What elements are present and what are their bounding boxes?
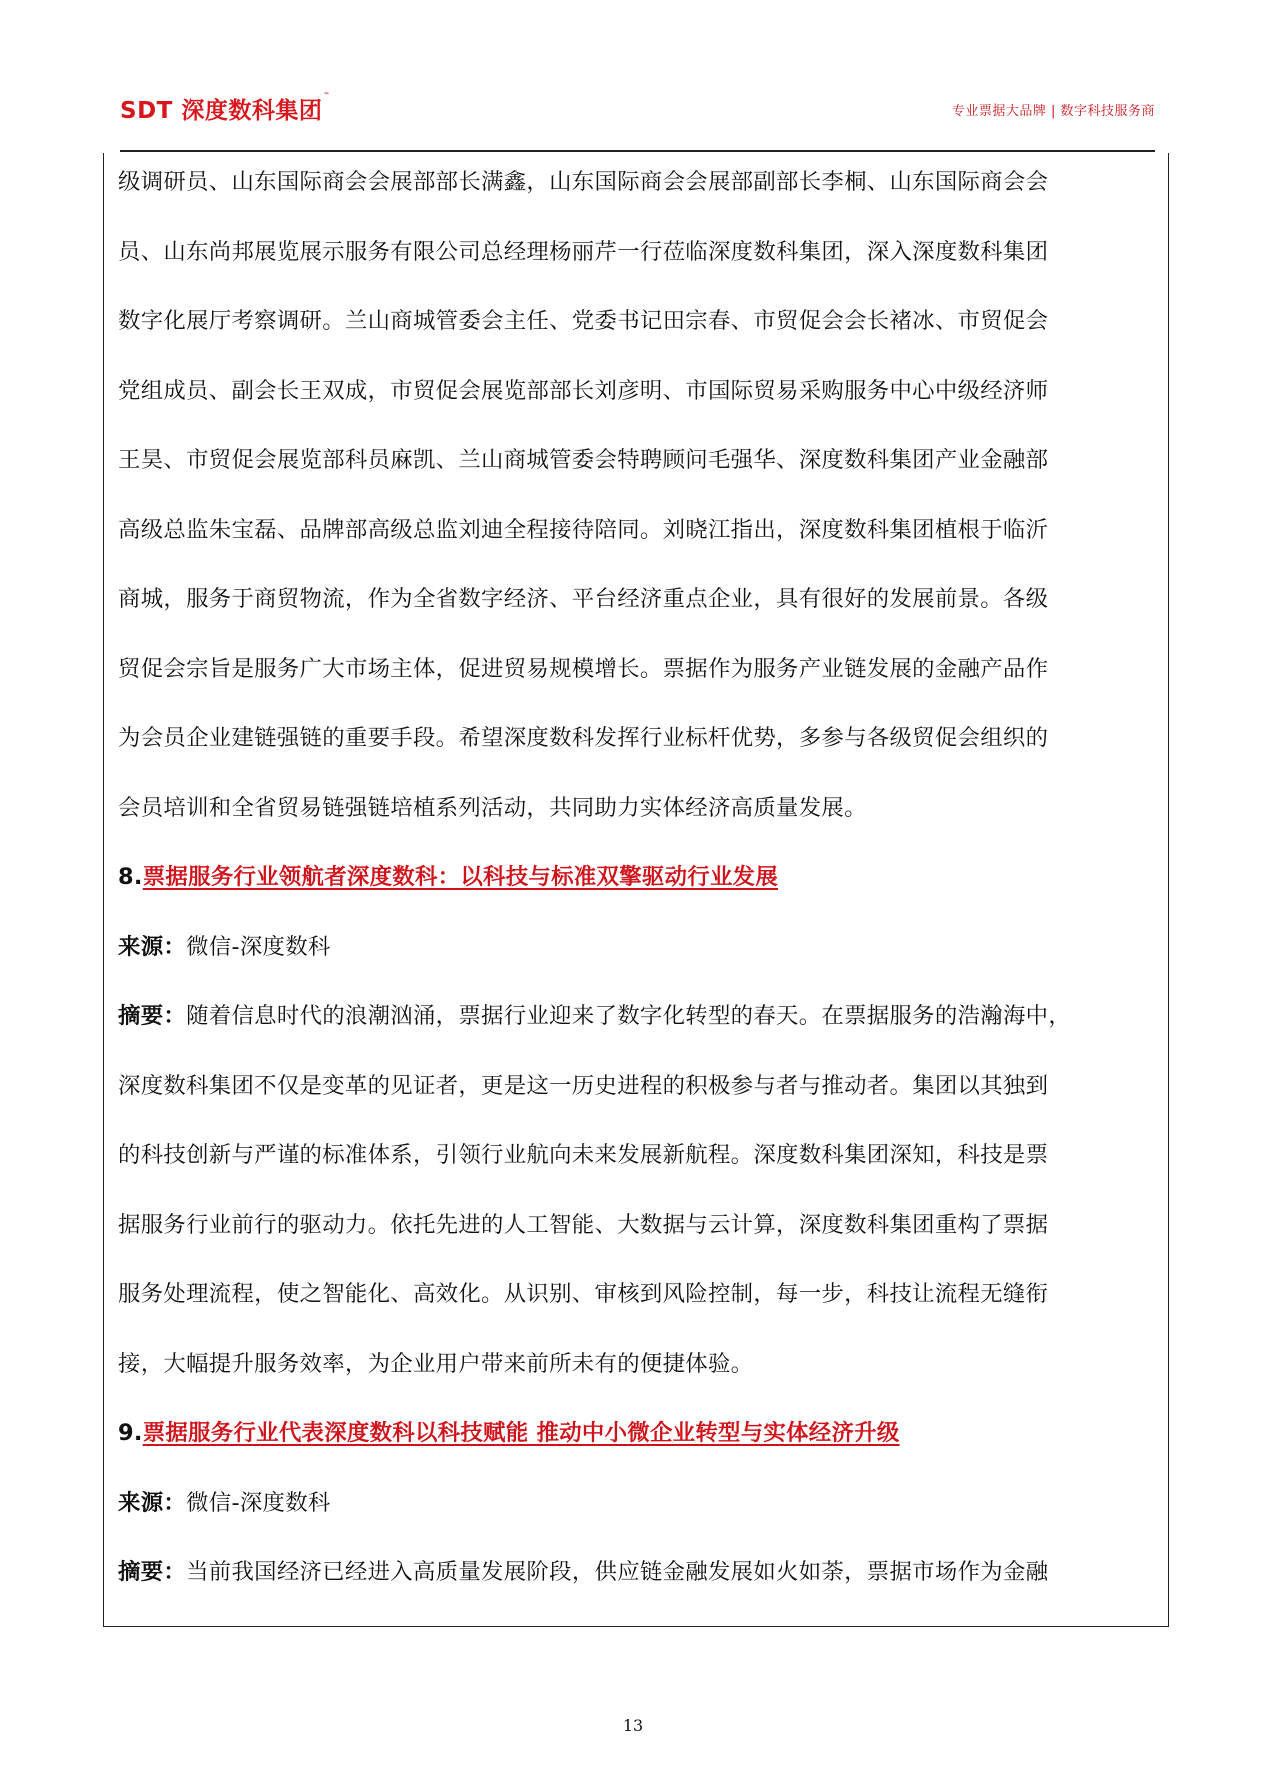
logo-text: SDT 深度数科集团 — [120, 98, 323, 124]
source-label: 来源： — [118, 1489, 187, 1516]
article-8-summary-line: 接，大幅提升服务效率，为企业用户带来前所未有的便捷体验。 — [118, 1350, 754, 1377]
source-label: 来源： — [118, 933, 187, 960]
body-line: 党组成员、副会长王双成，市贸促会展览部部长刘彦明、市国际贸易采购服务中心中级经济师 — [118, 377, 1049, 404]
article-8-summary-line: 的科技创新与严谨的标准体系，引领行业航向未来发展新航程。深度数科集团深知，科技是票 — [118, 1142, 1049, 1168]
document-content — [118, 158, 1158, 1618]
article-9-source — [118, 1479, 1158, 1549]
logo-trademark: ™ — [323, 92, 330, 99]
article-9-heading — [118, 1409, 1158, 1479]
article-8-source — [118, 923, 1158, 993]
article-8-heading — [118, 853, 1158, 923]
company-logo — [120, 92, 330, 125]
article-9-title-link[interactable]: 票据服务行业代表深度数科以科技赋能 推动中小微企业转型与实体经济升级 — [142, 1420, 900, 1446]
body-line: 级调研员、山东国际商会会展部部长满鑫，山东国际商会会展部副部长李桐、山东国际商会会 — [118, 169, 1049, 195]
article-8-summary-line: 据服务行业前行的驱动力。依托先进的人工智能、大数据与云计算，深度数科集团重构了票据 — [118, 1211, 1049, 1238]
page-header — [120, 88, 1155, 124]
article-8-title-link[interactable]: 票据服务行业领航者深度数科：以科技与标准双擎驱动行业发展 — [142, 864, 779, 890]
article-8-summary-line: 服务处理流程，使之智能化、高效化。从识别、审核到风险控制，每一步，科技让流程无缝衔 — [118, 1281, 1049, 1307]
body-line: 高级总监朱宝磊、品牌部高级总监刘迪全程接待陪同。刘晓江指出，深度数科集团植根于临沂 — [118, 516, 1049, 543]
body-line: 王昊、市贸促会展览部科员麻凯、兰山商城管委会特聘顾问毛强华、深度数科集团产业金融部 — [118, 447, 1049, 473]
body-line: 员、山东尚邦展览展示服务有限公司总经理杨丽芹一行莅临深度数科集团，深入深度数科集团 — [118, 238, 1049, 265]
article-9-summary-line — [118, 1548, 1158, 1618]
summary-text: 随着信息时代的浪潮汹涌，票据行业迎来了数字化转型的春天。在票据服务的浩瀚海中， — [186, 1003, 1072, 1029]
source-value: 微信-深度数科 — [186, 1489, 331, 1516]
body-line: 贸促会宗旨是服务广大市场主体，促进贸易规模增长。票据作为服务产业链发展的金融产品作 — [118, 655, 1049, 682]
header-tagline: 专业票据大品牌 | 数字科技服务商 — [951, 104, 1155, 119]
summary-text: 当前我国经济已经进入高质量发展阶段，供应链金融发展如火如荼，票据市场作为金融 — [186, 1559, 1049, 1585]
article-8-summary-line — [118, 992, 1158, 1062]
body-line: 为会员企业建链强链的重要手段。希望深度数科发挥行业标杆优势，多参与各级贸促会组织的 — [118, 725, 1049, 751]
source-value: 微信-深度数科 — [186, 933, 331, 960]
body-line: 数字化展厅考察调研。兰山商城管委会主任、党委书记田宗春、市贸促会会长褚冰、市贸促会 — [118, 308, 1049, 334]
article-8-summary-line: 深度数科集团不仅是变革的见证者，更是这一历史进程的积极参与者与推动者。集团以其独到 — [118, 1072, 1049, 1099]
article-9-number: 9. — [118, 1420, 143, 1446]
summary-label: 摘要： — [118, 1003, 187, 1029]
body-line: 商城，服务于商贸物流，作为全省数字经济、平台经济重点企业，具有很好的发展前景。各级 — [118, 586, 1049, 612]
body-line: 会员培训和全省贸易链强链培植系列活动，共同助力实体经济高质量发展。 — [118, 794, 867, 821]
summary-label: 摘要： — [118, 1559, 187, 1585]
header-divider — [120, 150, 1155, 152]
article-8-number: 8. — [118, 864, 143, 890]
page-number: 13 — [622, 1716, 644, 1735]
